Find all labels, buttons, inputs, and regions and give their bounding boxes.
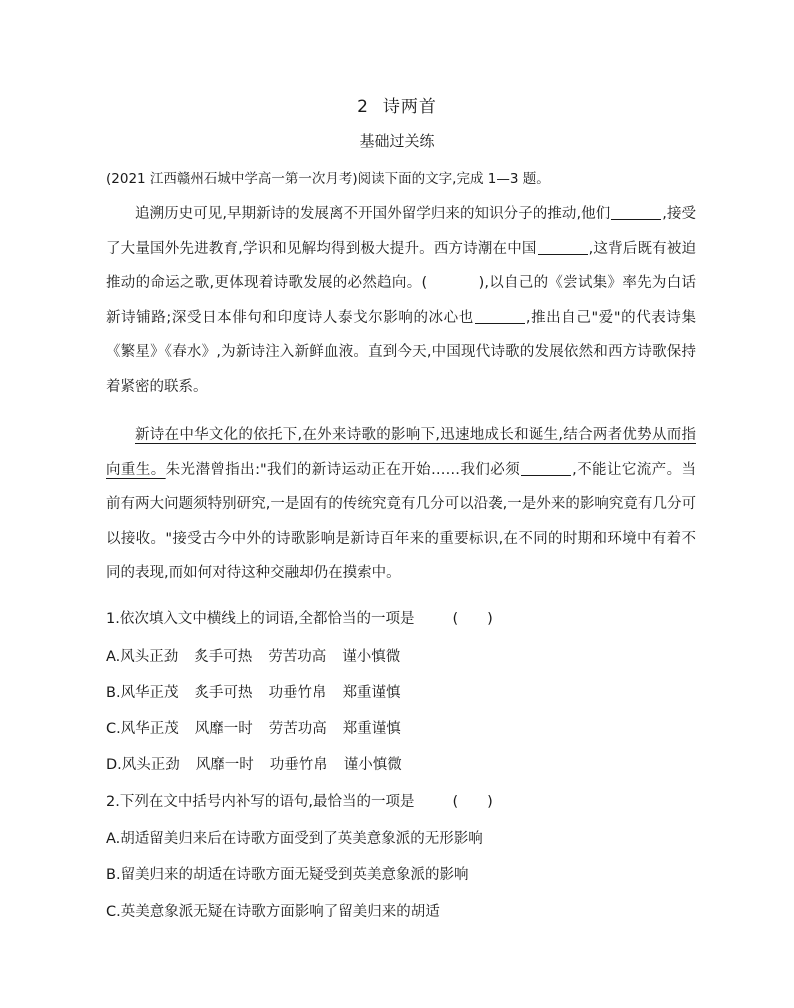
option-word: 风靡一时 — [194, 721, 253, 737]
passage-text: ),以自己的《尝试集》率先为白话新诗铺路;深受日本俳句和印度诗人泰戈尔影响的冰心也 — [106, 275, 697, 326]
question-2-stem — [106, 790, 493, 811]
passage-text: ,这背后既有被迫推动的命运之歌,更体现着诗歌发展的必然趋向。( — [106, 240, 697, 291]
answer-blank-4 — [521, 461, 571, 476]
passage-text: 追溯历史可见,早期新诗的发展离不开国外留学归来的知识分子的推动,他们 — [135, 206, 611, 222]
option-word: 谨小慎微 — [342, 649, 401, 665]
question-source: (2021 江西赣州石城中学高一第一次月考)阅读下面的文字,完成 1—3 题。 — [106, 171, 550, 187]
question-1-option-b — [106, 681, 417, 702]
option-word: 功垂竹帛 — [268, 685, 327, 701]
option-word: 炙手可热 — [194, 685, 253, 701]
question-1-stem — [106, 607, 493, 628]
option-word: 风华正茂 — [120, 721, 179, 737]
question-1-option-a — [106, 645, 416, 666]
question-text: 2.下列在文中括号内补写的语句,最恰当的一项是 — [106, 794, 415, 810]
option-text: 留美归来的胡适在诗歌方面无疑受到英美意象派的影响 — [120, 867, 469, 883]
option-word: 风头正劲 — [120, 649, 179, 665]
answer-blank-2 — [538, 240, 588, 255]
lesson-title-text: 诗两首 — [382, 97, 437, 117]
option-word: 谨小慎微 — [343, 757, 402, 773]
question-text: 1.依次填入文中横线上的词语,全都恰当的一项是 — [106, 611, 415, 627]
option-word: 风靡一时 — [195, 757, 254, 773]
option-word: 郑重谨慎 — [342, 721, 401, 737]
option-label: B. — [106, 867, 121, 883]
option-label: C. — [106, 721, 121, 737]
underlined-sentence: 新诗在中华文化的依托下,在外来诗歌的影响下,迅速地成长和诞生,结合两者优势从而指向重生。 — [106, 427, 696, 478]
option-label: C. — [106, 904, 121, 920]
passage-text: ,推出自己"爱"的代表诗集《繁星》《春水》,为新诗注入新鲜血液。直到今天,中国现代诗歌的发展依然和西方诗歌保持着紧密的联系。 — [106, 309, 696, 395]
insert-parenthesis-space — [427, 266, 479, 301]
option-label: D. — [106, 757, 122, 773]
passage-text: 朱光潜曾指出:"我们的新诗运动正在开始……我们必须 — [165, 461, 521, 478]
option-word: 劳苦功高 — [268, 721, 327, 737]
question-1-option-d — [106, 753, 418, 774]
option-label: A. — [106, 649, 121, 665]
passage-paragraph-2 — [106, 418, 696, 591]
option-word: 劳苦功高 — [268, 649, 327, 665]
option-label: B. — [106, 685, 121, 701]
answer-bracket: ( ) — [452, 794, 493, 810]
question-2-option-c — [106, 900, 440, 921]
question-1-option-c — [106, 717, 417, 738]
option-text: 英美意象派无疑在诗歌方面影响了留美归来的胡适 — [120, 904, 440, 920]
section-subtitle: 基础过关练 — [359, 132, 435, 150]
option-word: 功垂竹帛 — [269, 757, 328, 773]
option-word: 风华正茂 — [120, 685, 179, 701]
question-2-option-a — [106, 827, 483, 848]
option-label: A. — [106, 831, 121, 847]
passage-text: ,不能让它流产。当前有两大问题须特别研究,一是固有的传统究竟有几分可以沿袭,一是外来的影响究竟有几分可以接收。"接受古今中外的诗歌影响是新诗百年来的重要标识,在不同的时期和环境中有着不同的表现,而如何对待这种交融却仍在摸索中。 — [106, 461, 696, 581]
answer-blank-1 — [611, 205, 661, 220]
passage-paragraph-1 — [106, 197, 696, 404]
option-word: 风头正劲 — [121, 757, 180, 773]
option-word: 炙手可热 — [194, 649, 253, 665]
question-2-option-b — [106, 863, 469, 884]
lesson-number: 2 — [357, 97, 369, 117]
answer-bracket: ( ) — [452, 611, 493, 627]
passage-text: ,接受了大量国外先进教育,学识和见解均得到极大提升。西方诗潮在中国 — [106, 206, 697, 257]
answer-blank-3 — [475, 309, 525, 324]
lesson-title — [0, 92, 794, 117]
option-text: 胡适留美归来后在诗歌方面受到了英美意象派的无形影响 — [120, 831, 483, 847]
option-word: 郑重谨慎 — [342, 685, 401, 701]
